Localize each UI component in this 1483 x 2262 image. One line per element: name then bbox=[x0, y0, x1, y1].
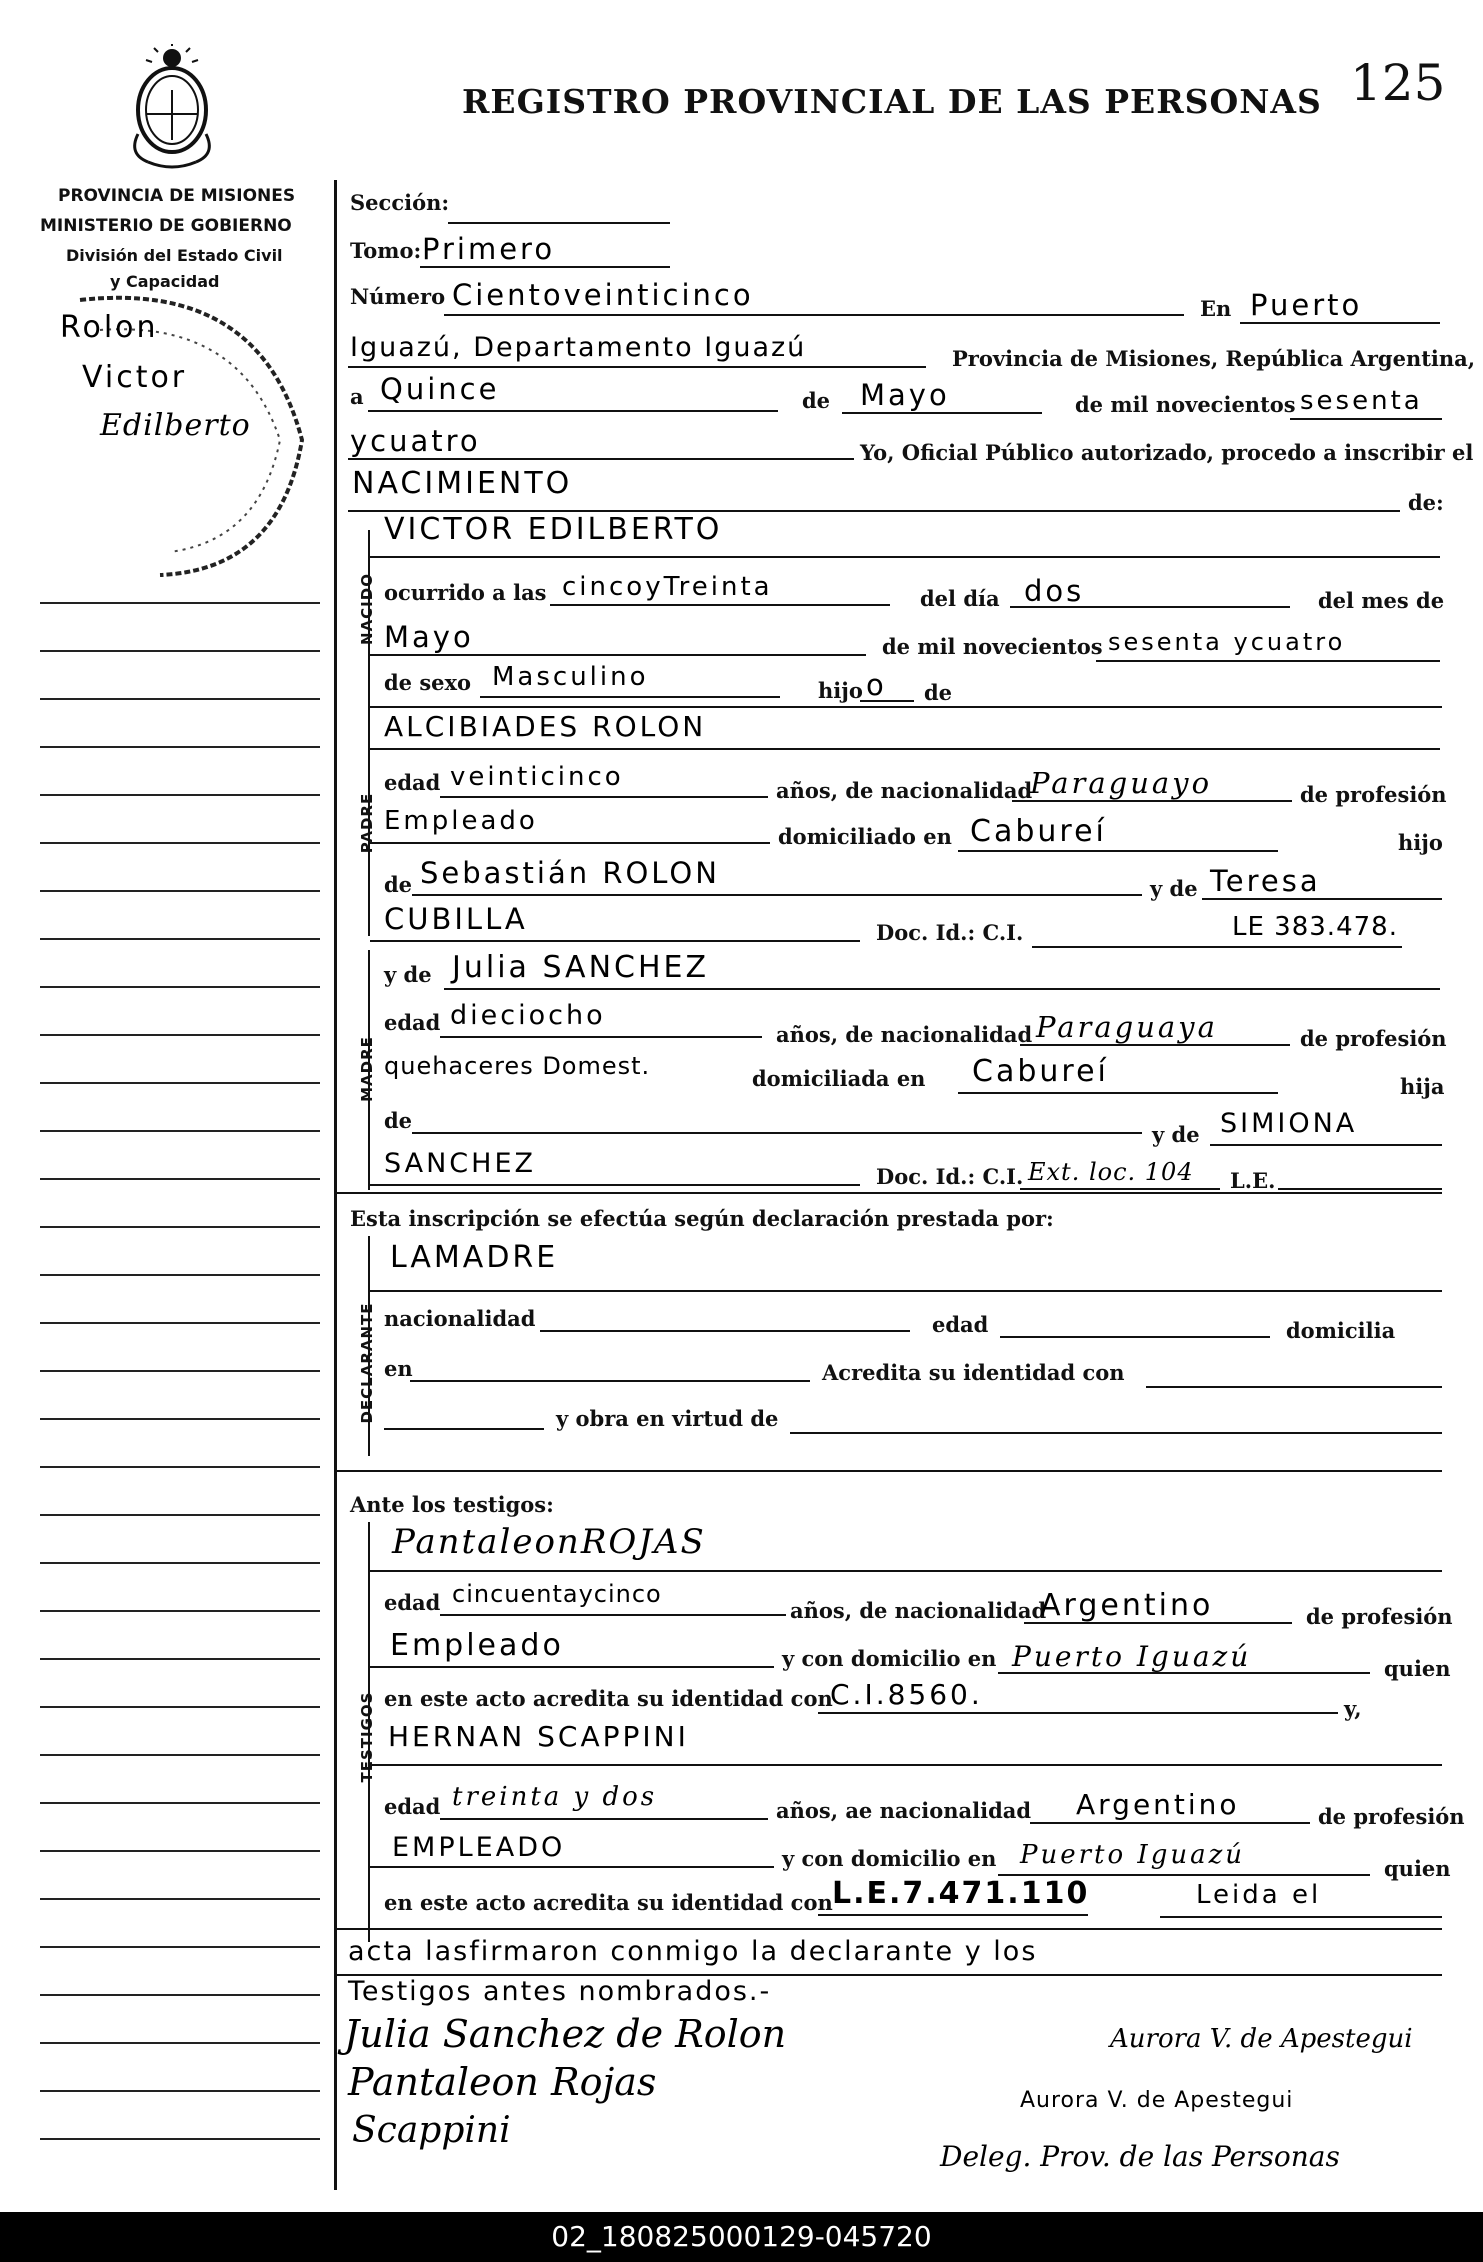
decl-domicilia-label: domicilia bbox=[1286, 1318, 1396, 1343]
t2-nac-value: Argentino bbox=[1076, 1788, 1240, 1821]
a-label: a bbox=[350, 384, 364, 409]
t1-nac-label: años, de nacionalidad bbox=[790, 1598, 1047, 1623]
padre-dom-label: domiciliado en bbox=[778, 824, 952, 849]
t2-prof-value: EMPLEADO bbox=[392, 1832, 566, 1863]
coat-of-arms-icon bbox=[128, 44, 216, 174]
division-label: División del Estado Civil bbox=[66, 246, 283, 265]
t1-nac-value: Argentino bbox=[1040, 1588, 1214, 1623]
padre-mother-value-2: CUBILLA bbox=[384, 902, 528, 936]
birth-year-value: sesenta ycuatro bbox=[1108, 628, 1346, 656]
padre-edad-label: edad bbox=[384, 770, 441, 795]
t2-doc-value: L.E.7.471.110 bbox=[832, 1876, 1090, 1911]
day-value: Quince bbox=[380, 372, 500, 406]
t1-doc-value: C.I.8560. bbox=[830, 1678, 983, 1711]
margin-firstname: Victor bbox=[82, 360, 188, 395]
padre-y-de-label: y de bbox=[1150, 876, 1198, 901]
margin-rule bbox=[40, 1226, 320, 1228]
t2-dom-label: y con domicilio en bbox=[782, 1846, 997, 1871]
section-madre: MADRE bbox=[358, 1036, 376, 1102]
margin-rule bbox=[40, 1466, 320, 1468]
yo-label: Yo, Oficial Público autorizado, procedo a inscribir el bbox=[860, 440, 1474, 465]
section-testigos: TESTIGOS bbox=[358, 1691, 376, 1783]
margin-rule bbox=[40, 1946, 320, 1948]
closing-line-3: Testigos antes nombrados.- bbox=[348, 1976, 772, 2007]
hijo-de-label: de bbox=[924, 680, 953, 705]
margin-rule bbox=[40, 602, 320, 604]
padre-prof-value: Empleado bbox=[384, 806, 538, 836]
madre-nac-label: años, de nacionalidad bbox=[776, 1022, 1033, 1047]
margin-rule bbox=[40, 1802, 320, 1804]
document-id-footer: 02_180825000129-045720 bbox=[0, 2212, 1483, 2262]
page-title: REGISTRO PROVINCIAL DE LAS PERSONAS bbox=[462, 82, 1322, 121]
margin-rule bbox=[40, 890, 320, 892]
madre-mother-value: SIMIONA bbox=[1220, 1108, 1358, 1139]
numero-label: Número bbox=[350, 284, 446, 309]
padre-prof-label: de profesión bbox=[1300, 782, 1447, 807]
testigos-intro: Ante los testigos: bbox=[350, 1492, 554, 1517]
capacity-label: y Capacidad bbox=[110, 272, 220, 291]
madre-prof-label: de profesión bbox=[1300, 1026, 1447, 1051]
numero-value: Cientoveinticinco bbox=[452, 278, 754, 312]
margin-rule bbox=[40, 1274, 320, 1276]
madre-doc-label: Doc. Id.: C.I. bbox=[876, 1164, 1024, 1189]
decl-nacionalidad-label: nacionalidad bbox=[384, 1306, 536, 1331]
margin-rule bbox=[40, 698, 320, 700]
padre-nac-value: Paraguayo bbox=[1030, 766, 1213, 800]
signature-witness-1: Pantaleon Rojas bbox=[348, 2060, 657, 2104]
t1-edad-label: edad bbox=[384, 1590, 441, 1615]
madre-dom-value: Cabureí bbox=[972, 1054, 1109, 1089]
t2-nac-label: años, ae nacionalidad bbox=[776, 1798, 1032, 1823]
place-value: Iguazú, Departamento Iguazú bbox=[350, 332, 807, 363]
seccion-label: Sección: bbox=[350, 190, 450, 215]
t2-acredita-label: en este acto acredita su identidad con bbox=[384, 1890, 833, 1915]
margin-rule bbox=[40, 842, 320, 844]
declarante-intro: Esta inscripción se efectúa según declaración prestada por: bbox=[350, 1206, 1054, 1231]
sexo-label: de sexo bbox=[384, 670, 472, 695]
decl-obra-label: y obra en virtud de bbox=[556, 1406, 779, 1431]
signature-official: Aurora V. de Apestegui bbox=[1110, 2024, 1413, 2054]
tomo-value: Primero bbox=[422, 232, 556, 266]
madre-y-de2-label: y de bbox=[1152, 1122, 1200, 1147]
t1-prof-label: de profesión bbox=[1306, 1604, 1453, 1629]
official-name: Aurora V. de Apestegui bbox=[1020, 2088, 1294, 2113]
t2-prof-label: de profesión bbox=[1318, 1804, 1465, 1829]
madre-doc-value: Ext. loc. 104 bbox=[1028, 1158, 1194, 1186]
closing-line-2: acta lasfirmaron conmigo la declarante y los bbox=[348, 1936, 1038, 1967]
provincia-label: Provincia de Misiones, República Argentina, bbox=[952, 346, 1476, 371]
sexo-value: Masculino bbox=[492, 662, 649, 692]
t1-prof-value: Empleado bbox=[390, 1628, 564, 1663]
margin-rule bbox=[40, 1706, 320, 1708]
margin-secondname: Edilberto bbox=[100, 408, 251, 443]
t2-edad-label: edad bbox=[384, 1794, 441, 1819]
nacido-mil-label: de mil novecientos bbox=[882, 634, 1103, 659]
hijo-label: hijo bbox=[818, 678, 863, 703]
madre-de-label: de bbox=[384, 1108, 413, 1133]
en-label: En bbox=[1200, 296, 1232, 321]
madre-hija-label: hija bbox=[1400, 1074, 1445, 1099]
t1-quien-label: quien bbox=[1384, 1656, 1451, 1681]
margin-rule bbox=[40, 986, 320, 988]
t1-edad-value: cincuentaycinco bbox=[452, 1580, 662, 1608]
signature-witness-2: Scappini bbox=[352, 2110, 511, 2151]
margin-rule bbox=[40, 2138, 320, 2140]
de-colon-label: de: bbox=[1408, 490, 1444, 515]
t1-acredita-label: en este acto acredita su identidad con bbox=[384, 1686, 833, 1711]
signature-declarante: Julia Sanchez de Rolon bbox=[344, 2012, 787, 2056]
madre-mother-value-2: SANCHEZ bbox=[384, 1148, 537, 1179]
padre-name: ALCIBIADES ROLON bbox=[384, 710, 707, 743]
official-title: Deleg. Prov. de las Personas bbox=[940, 2140, 1340, 2173]
margin-rule bbox=[40, 794, 320, 796]
margin-rule bbox=[40, 1370, 320, 1372]
margin-rule bbox=[40, 1850, 320, 1852]
t1-dom-value: Puerto Iguazú bbox=[1012, 1640, 1252, 1673]
madre-edad-value: dieciocho bbox=[450, 1000, 606, 1031]
witness1-name: PantaleonROJAS bbox=[392, 1522, 706, 1562]
madre-y-de-label: y de bbox=[384, 962, 432, 987]
margin-surname: Rolon bbox=[60, 310, 159, 345]
t1-dom-label: y con domicilio en bbox=[782, 1646, 997, 1671]
margin-rule bbox=[40, 1082, 320, 1084]
birth-month-value: Mayo bbox=[384, 620, 474, 654]
decl-en-label: en bbox=[384, 1356, 413, 1381]
section-declarante: DECLARANTE bbox=[358, 1302, 376, 1424]
ocurrido-label: ocurrido a las bbox=[384, 580, 547, 605]
padre-nac-label: años, de nacionalidad bbox=[776, 778, 1033, 803]
margin-rule bbox=[40, 2042, 320, 2044]
madre-edad-label: edad bbox=[384, 1010, 441, 1035]
mil-label: de mil novecientos bbox=[1075, 392, 1296, 417]
padre-father-value: Sebastián ROLON bbox=[420, 856, 720, 890]
t2-edad-value: treinta y dos bbox=[452, 1782, 658, 1812]
t2-dom-value: Puerto Iguazú bbox=[1020, 1840, 1246, 1870]
t1-y-label: y, bbox=[1344, 1696, 1362, 1721]
margin-rule bbox=[40, 1994, 320, 1996]
margin-rule bbox=[40, 1898, 320, 1900]
del-mes-label: del mes de bbox=[1318, 588, 1445, 613]
ministry-label: MINISTERIO DE GOBIERNO bbox=[40, 216, 292, 236]
padre-mother-value: Teresa bbox=[1210, 864, 1321, 898]
margin-rule bbox=[40, 746, 320, 748]
madre-prof-value: quehaceres Domest. bbox=[384, 1052, 651, 1080]
year-value-2: ycuatro bbox=[350, 424, 481, 458]
closing-line-1: Leida el bbox=[1196, 1880, 1322, 1910]
margin-rule bbox=[40, 650, 320, 652]
month-value: Mayo bbox=[860, 378, 950, 412]
section-padre: PADRE bbox=[358, 792, 376, 854]
madre-le-label: L.E. bbox=[1230, 1168, 1276, 1193]
de-label: de bbox=[802, 388, 831, 413]
margin-rule bbox=[40, 2090, 320, 2092]
madre-name: Julia SANCHEZ bbox=[452, 950, 710, 985]
margin-rule bbox=[40, 1178, 320, 1180]
margin-rule bbox=[40, 1754, 320, 1756]
margin-rule bbox=[40, 1610, 320, 1612]
hijo-value: o bbox=[866, 668, 887, 702]
province-label: PROVINCIA DE MISIONES bbox=[58, 186, 296, 206]
t2-quien-label: quien bbox=[1384, 1856, 1451, 1881]
padre-doc-value: LE 383.478. bbox=[1232, 912, 1398, 942]
padre-de-label: de bbox=[384, 872, 413, 897]
section-nacido: NACIDO bbox=[358, 573, 376, 645]
margin-rule bbox=[40, 938, 320, 940]
margin-rule bbox=[40, 1562, 320, 1564]
year-value: sesenta bbox=[1300, 386, 1423, 416]
en-value: Puerto bbox=[1250, 288, 1363, 322]
margin-rule bbox=[40, 1034, 320, 1036]
madre-nac-value: Paraguaya bbox=[1036, 1010, 1218, 1044]
left-frame-line bbox=[334, 180, 337, 2190]
padre-dom-value: Cabureí bbox=[970, 814, 1107, 849]
act-value: NACIMIENTO bbox=[352, 466, 573, 501]
padre-doc-label: Doc. Id.: C.I. bbox=[876, 920, 1024, 945]
margin-rule bbox=[40, 1658, 320, 1660]
nacido-name: VICTOR EDILBERTO bbox=[384, 512, 723, 547]
birth-day-value: dos bbox=[1024, 574, 1085, 608]
padre-edad-value: veinticinco bbox=[450, 762, 624, 792]
margin-rule bbox=[40, 1130, 320, 1132]
madre-dom-label: domiciliada en bbox=[752, 1066, 926, 1091]
declarante-value: LAMADRE bbox=[390, 1240, 559, 1275]
margin-rule bbox=[40, 1514, 320, 1516]
tomo-label: Tomo: bbox=[350, 238, 422, 263]
margin-rule bbox=[40, 1322, 320, 1324]
page-number: 125 bbox=[1350, 54, 1446, 112]
margin-rule bbox=[40, 1418, 320, 1420]
padre-hijo-label: hijo bbox=[1398, 830, 1443, 855]
witness2-name: HERNAN SCAPPINI bbox=[388, 1720, 689, 1753]
decl-acredita-label: Acredita su identidad con bbox=[822, 1360, 1125, 1385]
time-value: cincoyTreinta bbox=[562, 572, 773, 602]
del-dia-label: del día bbox=[920, 586, 1000, 611]
decl-edad-label: edad bbox=[932, 1312, 989, 1337]
